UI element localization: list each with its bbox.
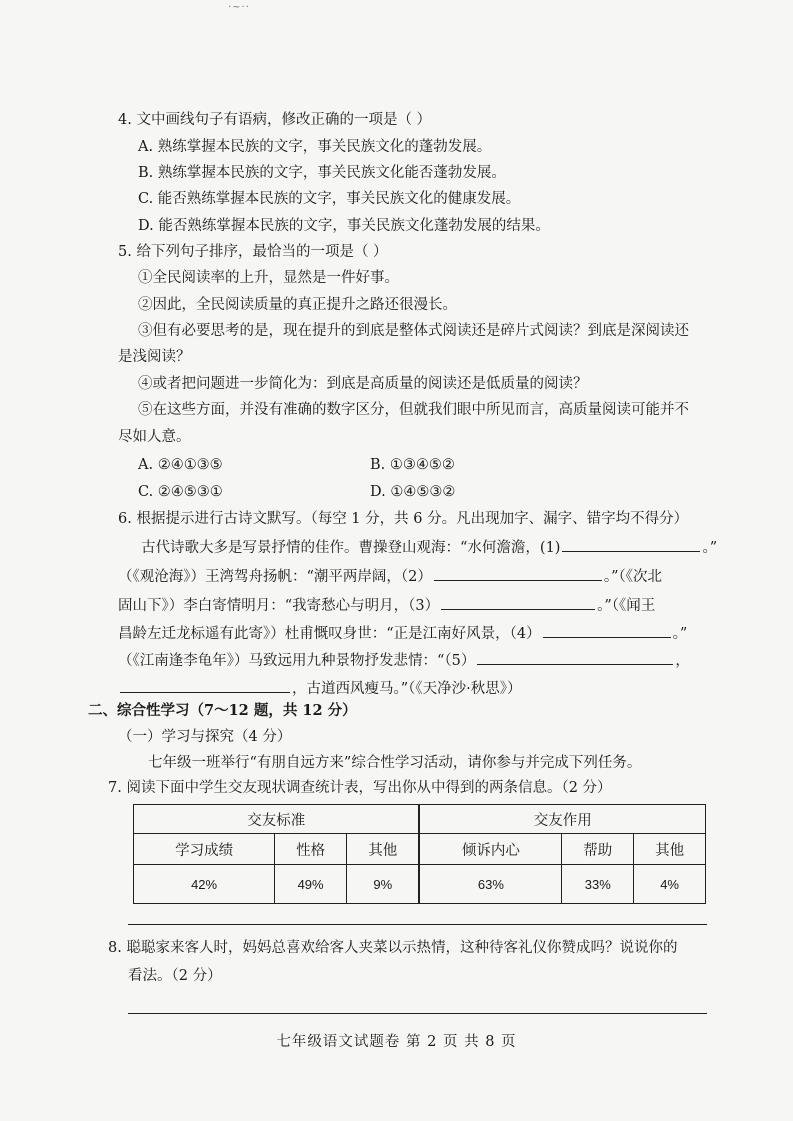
- q4-stem: 4. 文中画线句子有语病，修改正确的一项是（ ）: [118, 112, 432, 128]
- answer-blank-3[interactable]: [441, 595, 595, 610]
- q6-stem: 6. 根据提示进行古诗文默写。（每空 1 分，共 6 分。凡出现加字、漏字、错字均不得分）: [118, 511, 689, 527]
- q5-stem: 5. 给下列句子排序，最恰当的一项是（ ）: [118, 244, 388, 260]
- q5-sentence-2: ②因此，全民阅读质量的真正提升之路还很漫长。: [138, 297, 457, 313]
- answer-blank-5[interactable]: [477, 650, 673, 665]
- q6-line-3: [118, 595, 655, 616]
- answer-blank-1[interactable]: [562, 537, 700, 552]
- q5-sentence-5a: ⑤在这些方面，并没有准确的数字区分，但就我们眼中所见而言，高质量阅读可能并不: [138, 402, 689, 418]
- q6-line-4-text: 昌龄左迁龙标遥有此寄》）杜甫慨叹身世：“正是江南好风景，（4）: [118, 626, 541, 642]
- q7-stem: 7. 阅读下面中学生交友现状调查统计表，写出你从中得到的两条信息。（2 分）: [108, 780, 612, 796]
- table-cell: 42%: [134, 865, 275, 904]
- q5-option-a: A. ②④①③⑤: [138, 457, 223, 473]
- q5-sentence-5b: 尽如人意。: [118, 429, 191, 445]
- q6-line-4: [118, 623, 687, 644]
- q5-sentence-3a: ③但有必要思考的是，现在提升的到底是整体式阅读还是碎片式阅读？到底是深阅读还: [138, 323, 689, 339]
- q6-line-2-end: 。”（《次北: [603, 569, 663, 585]
- q5-sentence-4: ④或者把问题进一步简化为：到底是高质量的阅读还是低质量的阅读？: [138, 376, 588, 392]
- answer-blank-5b[interactable]: [120, 678, 290, 693]
- table-col-header: 学习成绩: [134, 834, 275, 865]
- table-col-header: 倾诉内心: [419, 834, 561, 865]
- q4-option-a: A. 熟练掌握本民族的文字，事关民族文化的蓬勃发展。: [138, 139, 492, 155]
- table-group-header-function: 交友作用: [419, 805, 705, 834]
- table-cell: 4%: [634, 865, 706, 904]
- answer-blank-4[interactable]: [543, 623, 671, 638]
- q7-answer-line[interactable]: [128, 924, 707, 925]
- section-2-intro: 七年级一班举行“有朋自远方来”综合性学习活动，请你参与并完成下列任务。: [148, 755, 642, 771]
- table-group-header-standard: 交友标准: [134, 805, 420, 834]
- q5-sentence-3b: 是浅阅读？: [118, 349, 191, 365]
- table-cell: 63%: [419, 865, 561, 904]
- q8-stem-line-1: 8. 聪聪家来客人时，妈妈总喜欢给客人夹菜以示热情，这种待客礼仪你赞成吗？说说你的: [108, 940, 678, 956]
- q6-line-2-text: （《观沧海》）王湾驾舟扬帆：“潮平两岸阔，（2）: [118, 569, 432, 585]
- q6-line-5-end: ，: [675, 653, 690, 669]
- q5-option-b: B. ①③④⑤②: [370, 457, 455, 473]
- q4-option-b: B. 熟练掌握本民族的文字，事关民族文化能否蓬勃发展。: [138, 165, 506, 181]
- q6-line-1-text: 古代诗歌大多是写景抒情的佳作。曹操登山观海：“水何澹澹，(1): [141, 540, 561, 556]
- friendship-survey-table: [133, 804, 706, 904]
- answer-blank-2[interactable]: [434, 566, 602, 581]
- q6-line-4-end: 。”: [672, 626, 688, 642]
- table-cell: 49%: [275, 865, 347, 904]
- q6-line-6-text: ，古道西风瘦马。”（《天净沙·秋思》）: [292, 681, 522, 697]
- table-cell: 9%: [347, 865, 420, 904]
- q8-stem-line-2: 看法。（2 分）: [128, 968, 222, 984]
- table-cell: 33%: [562, 865, 634, 904]
- q6-line-3-text: 固山下》）李白寄情明月：“我寄愁心与明月，（3）: [118, 598, 440, 614]
- page-footer: 七年级语文试题卷 第 2 页 共 8 页: [276, 1034, 517, 1050]
- section-2-part-1: （一）学习与探究（4 分）: [118, 729, 292, 745]
- q8-answer-line[interactable]: [128, 1013, 707, 1014]
- q6-line-5-text: （《江南逢李龟年》）马致远用九种景物抒发悲情：“（5）: [118, 653, 476, 669]
- q6-line-5: [118, 650, 690, 671]
- q5-option-d: D. ①④⑤③②: [370, 484, 456, 500]
- q4-option-c: C. 能否熟练掌握本民族的文字，事关民族文化的健康发展。: [138, 191, 521, 207]
- section-2-title: 二、综合性学习（7～12 题，共 12 分）: [88, 702, 357, 719]
- q6-line-2: [118, 566, 662, 587]
- q5-sentence-1: ①全民阅读率的上升，显然是一件好事。: [138, 270, 399, 286]
- q6-line-1: [141, 537, 717, 558]
- q4-option-d: D. 能否熟练掌握本民族的文字，事关民族文化蓬勃发展的结果。: [138, 218, 550, 234]
- table-col-header: 性格: [275, 834, 347, 865]
- q6-line-3-end: 。”（《闻王: [597, 598, 656, 614]
- table-col-header: 帮助: [562, 834, 634, 865]
- table-col-header: 其他: [347, 834, 420, 865]
- table-col-header: 其他: [634, 834, 706, 865]
- header-scan-marks: ·~··: [228, 2, 250, 13]
- q6-line-1-end: 。”: [702, 540, 718, 556]
- q6-line-6: [118, 678, 522, 699]
- q5-option-c: C. ②④⑤③①: [138, 484, 223, 500]
